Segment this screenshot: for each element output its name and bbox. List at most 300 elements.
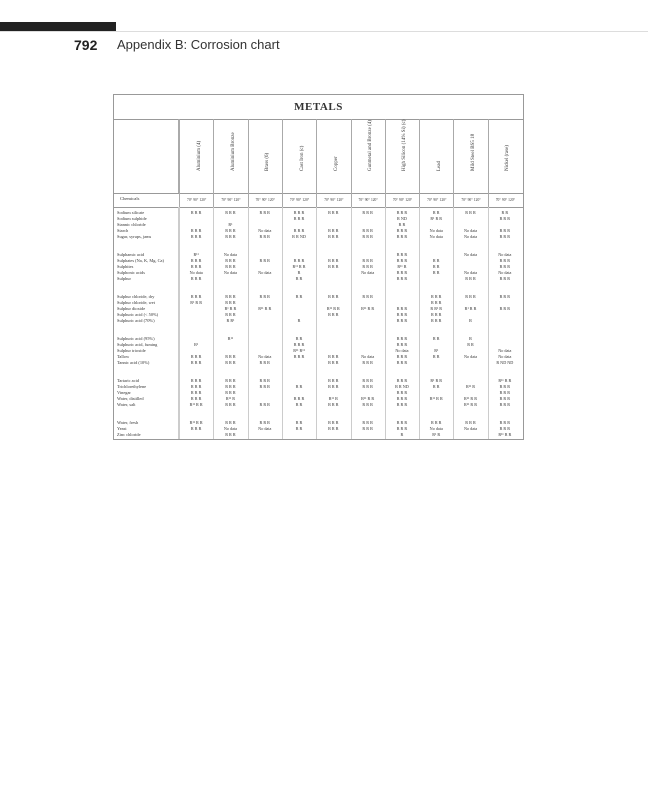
rating-cell: R R ND [395,384,409,389]
rating-cell: R R R [190,378,202,383]
rating-cell: R R [432,270,440,275]
rating-cell: R R ND [292,234,306,239]
rating-cell: R R R [431,420,442,425]
rating-cell [351,432,385,438]
rating-cell: No data [429,228,443,233]
rating-cell: R R R [328,378,339,383]
rating-cell: R R R [225,234,236,239]
rating-cell: R R R [499,216,511,221]
chart-body [114,207,523,440]
rating-cell: R¹¹ R R [464,402,478,407]
metal-name: Lead [436,161,442,171]
rating-cell: R R R [225,210,236,215]
rating-cell: R¹ R R [430,378,443,383]
rating-cell: R R R [328,228,339,233]
rating-cell: R R [432,384,440,389]
rating-cell: R R R [225,420,236,425]
rating-cell: R R R [396,354,408,359]
chemical-name: Stannic chloride [117,222,146,227]
rating-cell: R R R [293,396,305,401]
rating-cell: R R R [396,228,408,233]
rating-cell: No data [361,270,375,275]
metal-name: Gunmetal and Bronze (4) [368,120,374,171]
rating-cell: R R R [293,216,305,221]
corrosion-chart-table [113,94,524,440]
rating-cell: R R R [499,264,511,269]
rating-cell: R¹¹ R R [498,432,512,437]
temperature-cell [282,193,316,207]
rating-cell: No data [463,234,478,239]
metal-column-header [488,119,522,193]
temperature-label: 90° [227,198,233,202]
metal-column-header [282,119,316,193]
rating-cell: No data [258,354,272,359]
metal-column-header [453,119,487,193]
rating-cell [419,360,453,366]
rating-cell: R R R [259,258,270,263]
temperature-label: 120° [370,198,378,202]
temperature-label: 120° [233,198,241,202]
rating-cell: R R R [362,402,373,407]
temperature-label: 70° [221,198,227,202]
rating-cell: R R [432,210,440,215]
metal-column-header [248,119,282,193]
rating-cell [419,402,453,408]
rating-cell: R R R [465,294,476,299]
rating-cell: R R R [499,396,511,401]
chemical-name: Sulphuric acid, fuming [117,342,158,347]
temperature-label: 90° [501,198,507,202]
rating-cell: R¹¹ R R [326,306,340,311]
rating-cell: R R R [396,234,408,239]
chemical-name: Sulphamic acid [117,252,145,257]
rating-cell: R R [295,420,303,425]
rating-cell: R¹ R [432,432,441,437]
rating-cell [488,318,522,324]
temperature-label: 90° [261,198,267,202]
rating-cell: R [297,318,301,323]
rating-cell: No data [463,228,478,233]
rating-cell: R R R [396,378,408,383]
temperature-label: 120° [473,198,481,202]
rating-cell [248,318,282,324]
rating-cell: R R R [328,312,339,317]
rating-cell [316,432,350,438]
rating-cell: No data [463,354,478,359]
rating-cell: R R R [431,300,442,305]
chemical-name: Tartaric acid [117,378,139,383]
rating-cell [419,276,453,282]
rating-cell: R R R [396,342,408,347]
rating-cell: R R R [293,258,305,263]
rating-cell: R R R [190,264,202,269]
rating-cell: R¹¹ R R [429,396,443,401]
rating-cell: No data [498,348,512,353]
rating-cell: R R R [225,354,236,359]
rating-cell: R R R [190,234,202,239]
chemical-name: Tannic acid (10%) [117,360,150,365]
running-head: Appendix B: Corrosion chart [117,37,280,52]
rating-cell: R R R [362,384,373,389]
rating-cell: No data [223,252,238,257]
rating-cell: R R [295,384,303,389]
rating-cell: R R R [396,420,408,425]
temperature-label: 120° [336,198,344,202]
rating-cell: R R R [225,300,236,305]
rating-cell: No data [189,270,203,275]
metal-column-header [213,119,247,193]
chemical-name: Yeast [117,426,127,431]
temperature-row [114,193,523,208]
rating-cell [453,432,487,438]
temperature-cell [179,193,213,207]
rating-cell: R R R [328,402,339,407]
rating-cell: R R R [328,384,339,389]
rating-cell: R R [398,222,406,227]
temperature-label: 90° [433,198,439,202]
temperature-cell [351,193,385,207]
metal-column-header [419,119,453,193]
rating-cell: R R R [499,228,511,233]
chart-title: METALS [114,95,523,120]
rating-cell [179,318,213,324]
chemical-name: Sulphuric acid (70%) [117,318,155,323]
rating-cell: R R R [362,378,373,383]
rating-cell: R R¹ [226,318,235,323]
temperature-cell [248,193,282,207]
rating-cell: R R R [225,294,236,299]
rating-cell: R R R [362,210,373,215]
chemical-name: Sugar, syrups, jams [117,234,152,239]
metal-column-header [385,119,419,193]
rating-cell: R R R [396,426,408,431]
rating-cell: No data [395,348,409,353]
rating-cell [248,432,282,438]
temperature-label: 70° [255,198,261,202]
temperature-label: 120° [199,198,207,202]
chemical-name: Trichlorethylene [117,384,147,389]
rating-cell: R R R [225,402,236,407]
rating-cell: R R R [396,252,408,257]
temperature-label: 120° [405,198,413,202]
rating-cell: R¹¹ R R [498,378,512,383]
rating-cell: R R [295,402,303,407]
metal-name: Copper [333,156,339,171]
rating-cell: R R R [396,276,408,281]
chemical-name: Vinegar [117,390,131,395]
rating-cell: R R R [293,342,305,347]
rating-cell [282,360,316,366]
rating-cell [351,276,385,282]
rating-cell: R R R [499,234,511,239]
rating-cell: No data [498,252,512,257]
rating-cell: R¹ R R [224,306,237,311]
rating-cell: R R R [396,318,408,323]
chemical-name: Water, salt [117,402,136,407]
metal-name: Cast Iron (c) [299,145,305,171]
chemical-name: Sodium sulphide [117,216,147,221]
metal-column-header [179,119,213,193]
rating-cell: R¹¹ [193,252,199,257]
rating-cell: R¹ R R [464,306,477,311]
rating-cell: R R R [499,258,511,263]
rating-cell: R R R [431,294,442,299]
rating-cell: No data [429,426,443,431]
rating-cell: R R [432,354,440,359]
rating-cell: No data [258,270,272,275]
rating-cell: R ND [397,216,407,221]
rating-cell: R R R [259,384,270,389]
rating-cell: No data [258,228,272,233]
rating-cell: R ND ND [496,360,514,365]
rating-cell: R¹¹ R [328,396,338,401]
temperature-cell [213,193,247,207]
table-row [114,276,523,282]
table-row [114,432,523,438]
temperature-label: 120° [439,198,447,202]
temperature-label: 70° [324,198,330,202]
rating-cell [282,432,316,438]
rating-cell: No data [223,426,238,431]
rating-cell: R R R [499,420,511,425]
rating-cell: No data [361,354,375,359]
rating-cell: R¹ R R [190,300,203,305]
rating-cell: R R R [190,210,202,215]
rating-cell: R¹¹ R R [361,306,375,311]
chemical-name: Sulphur trioxide [117,348,146,353]
metal-name: Aluminium (4) [196,140,202,171]
rating-cell: R R R [499,276,511,281]
rating-cell: R¹¹ R R [189,402,203,407]
rating-cell: R R R [396,258,408,263]
rating-cell: R¹¹ R R [189,420,203,425]
chemical-name: Sulphur chloride, dry [117,294,155,299]
metal-column-header [316,119,350,193]
chemical-name: Starch [117,228,129,233]
rating-cell: R R R [396,390,408,395]
rating-cell: R R R [465,210,476,215]
rating-cell: R R [467,342,474,347]
rating-cell: R R R [328,294,339,299]
table-row [114,402,523,408]
rating-cell: R¹¹ R R [258,306,272,311]
rating-cell: R¹¹ R [465,384,476,389]
rating-cell: R R R [328,258,339,263]
rating-cell: R R R [362,426,373,431]
chemical-name: Sodium silicate [117,210,145,215]
rating-cell: R R R [362,264,373,269]
rating-cell: R R [432,336,440,341]
temperature-label: 70° [392,198,398,202]
temperature-label: 90° [364,198,370,202]
rating-cell: R R R [328,426,339,431]
rating-cell: R [469,336,472,341]
temperature-label: 90° [193,198,199,202]
temperature-label: 70° [358,198,364,202]
rating-cell [453,360,487,366]
header-rule [0,31,648,32]
rating-cell: R R R [396,210,408,215]
chemical-name: Water, fresh [117,420,139,425]
rating-cell: R R R [259,402,270,407]
rating-cell: R R R [362,420,373,425]
rating-cell: R R R [190,294,202,299]
rating-cell: R R R [225,432,236,437]
rating-cell: R R R [293,354,305,359]
temperature-label: 70° [289,198,295,202]
rating-cell: R R R [225,312,236,317]
rating-cell: R¹ R R [430,216,443,221]
chemical-name: Sulphur dioxide [117,306,146,311]
chemical-name: Sulphuric acid (< 50%) [117,312,159,317]
rating-cell: R R R [190,360,202,365]
temperature-cell [316,193,350,207]
chemical-name: Sulphur [117,276,131,281]
chemical-name: Sulphonic acids [117,270,145,275]
rating-cell: No data [463,252,478,257]
rating-cell: R R R [431,312,442,317]
rating-cell: R R R [328,264,339,269]
rating-cell: R R R [328,420,339,425]
rating-cell: R R [501,210,509,215]
rating-cell: No data [463,270,478,275]
rating-cell: R R R [396,270,408,275]
rating-cell: No data [223,270,238,275]
rating-cell: R R R [499,402,511,407]
rating-cell: R R R [328,354,339,359]
temperature-label: 70° [495,198,501,202]
rating-cell: R R R [259,234,270,239]
rating-cell: R R [432,264,440,269]
rating-cell: R R R [225,384,236,389]
rating-cell: R R R [225,264,236,269]
rating-cell: R R R [259,378,270,383]
temperature-label: 70° [427,198,433,202]
chemical-name: Sulphites [117,264,134,269]
metal-column-header [351,119,385,193]
rating-cell: R R [432,258,440,263]
rating-cell [316,318,350,324]
rating-cell: R R [295,336,303,341]
temperature-cell [453,193,487,207]
rating-cell: R¹¹ R [397,264,407,269]
rating-cell: R R R [499,294,511,299]
temperature-label: 70° [187,198,193,202]
chemical-name: Tallow [117,354,130,359]
rating-cell: R¹¹ R [225,396,236,401]
rating-cell: No data [429,234,443,239]
rating-cell: R R R [225,390,236,395]
rating-cell: R R R [396,396,408,401]
rating-cell: R R R [259,420,270,425]
rating-cell: R R R [328,234,339,239]
rating-cell: R R R [190,228,202,233]
rating-cell: R R R [190,354,202,359]
rating-cell: R R R [362,258,373,263]
metal-name: High Silicon (14% Si) (c) [402,119,408,171]
rating-cell: R R R [499,306,511,311]
rating-cell: No data [498,270,512,275]
rating-cell [248,276,282,282]
temperature-label: 120° [268,198,275,202]
temperature-label: 90° [467,198,473,202]
rating-cell: R R R [259,210,270,215]
rating-cell: R R R [190,390,202,395]
metal-name: Aluminium Bronze [230,132,236,171]
metal-name: Nickel (rase) [505,145,511,171]
chemical-name: Water, distilled [117,396,144,401]
chemical-name: Sulphur chloride, wet [117,300,155,305]
rating-cell: R R R [259,294,270,299]
chemical-name: Zinc chloride [117,432,141,437]
rating-cell: R R R [396,312,408,317]
rating-cell: R¹¹ R R [464,396,478,401]
temperature-cell [385,193,419,207]
rating-cell [213,276,247,282]
rating-cell: R R R [328,360,339,365]
rating-cell: R¹¹ [227,336,234,341]
rating-cell [179,432,213,438]
rating-cell: R¹¹ R R [292,264,306,269]
rating-cell: R [400,432,404,437]
rating-cell: R R R [396,360,408,365]
rating-cell: R R R [225,228,236,233]
rating-cell: R R R [190,276,202,281]
rating-cell: R R R [293,228,305,233]
temperature-label: 120° [302,198,310,202]
rating-cell: R R R [362,294,373,299]
rating-cell: R¹ [228,222,233,227]
rating-cell: R R R [362,228,373,233]
metal-name: Mild Steel BS5 18 [471,133,477,171]
rating-cell: No data [498,354,512,359]
rating-cell: R R R [431,318,442,323]
metal-header-row [114,119,523,194]
rating-cell: R R R [225,360,236,365]
table-row [114,360,523,366]
rating-cell: R R [295,276,303,281]
rating-cell: R¹ [434,348,439,353]
rating-cell: R R R [465,420,476,425]
rating-cell: R R R [396,402,408,407]
rating-cell: R R R [499,390,511,395]
header-accent-bar [0,22,116,31]
temperature-label: 90° [330,198,336,202]
temperature-label: 70° [461,198,467,202]
rating-cell: R¹ [194,342,199,347]
rating-cell: R¹¹ R R [361,396,375,401]
chemical-name: Sulphates (Na, K, Mg, Ca) [117,258,164,263]
rating-cell: R R R [190,396,202,401]
rating-cell: R R R [396,336,408,341]
rating-cell: No data [463,426,478,431]
rating-cell: R R R [362,234,373,239]
rating-cell: R R R [328,210,339,215]
temperature-label: 90° [296,198,302,202]
rating-cell: R¹¹ R¹¹ [293,348,305,353]
chemicals-label: Chemicals [120,196,140,201]
rating-cell: R R [295,426,303,431]
rating-cell: R R R [499,426,511,431]
rating-cell: R R R [190,258,202,263]
rating-cell: R R R [362,360,373,365]
rating-cell: R R R [190,426,202,431]
rating-cell: R [297,270,301,275]
table-row [114,234,523,240]
temperature-label: 120° [508,198,515,202]
rating-cell: R R [295,294,303,299]
temperature-cell [419,193,453,207]
